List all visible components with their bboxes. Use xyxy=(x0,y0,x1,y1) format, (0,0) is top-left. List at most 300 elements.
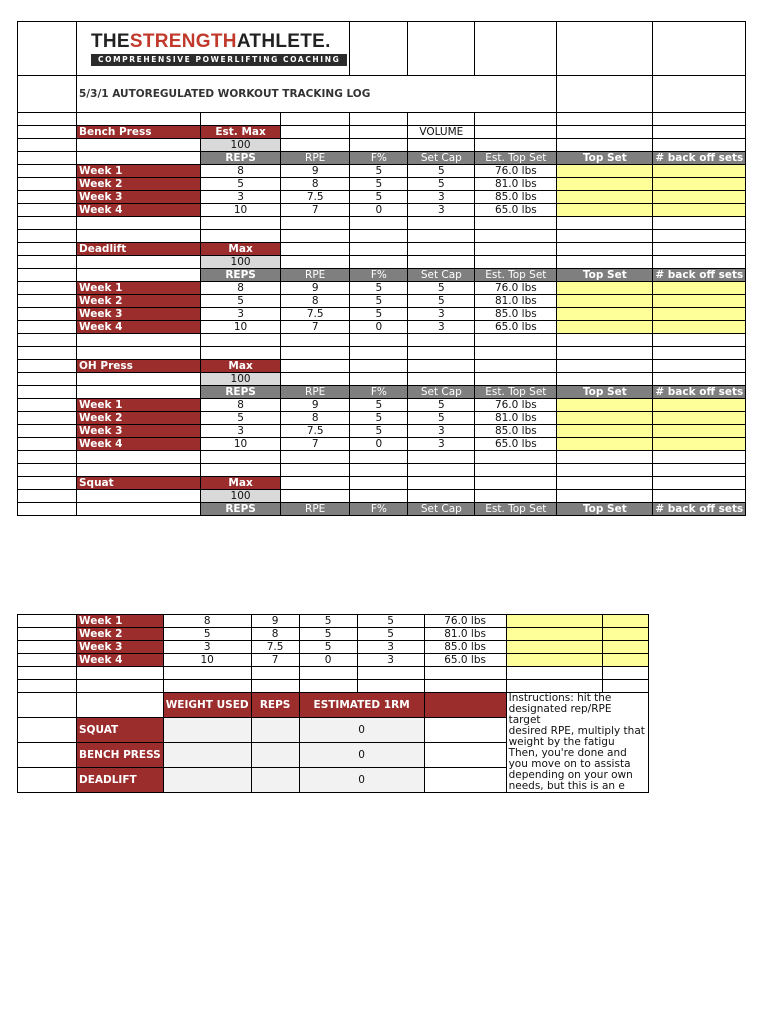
sheet-cell[interactable] xyxy=(408,230,475,243)
sheet-cell[interactable] xyxy=(475,334,557,347)
sheet-cell[interactable] xyxy=(475,477,557,490)
fpct-cell: 5 xyxy=(350,295,408,308)
sheet-cell[interactable] xyxy=(281,256,350,269)
top-set-input[interactable] xyxy=(506,641,602,654)
top-set-input[interactable] xyxy=(557,178,653,191)
sheet-cell[interactable] xyxy=(350,334,408,347)
sheet-cell[interactable] xyxy=(18,503,77,516)
sheet-cell[interactable] xyxy=(557,373,653,386)
sheet-cell[interactable] xyxy=(201,464,281,477)
sheet-cell[interactable] xyxy=(357,667,424,680)
sheet-cell[interactable] xyxy=(18,230,77,243)
sheet-cell[interactable] xyxy=(408,477,475,490)
sheet-cell[interactable] xyxy=(557,126,653,139)
back-off-input[interactable] xyxy=(653,295,746,308)
sheet-cell[interactable] xyxy=(350,230,408,243)
sheet-cell[interactable] xyxy=(299,667,357,680)
sheet-cell[interactable] xyxy=(281,243,350,256)
sheet-cell[interactable] xyxy=(18,743,77,768)
sheet-cell[interactable] xyxy=(557,451,653,464)
header-fpct: F% xyxy=(350,503,408,516)
sheet-cell[interactable] xyxy=(18,438,77,451)
sheet-cell[interactable] xyxy=(557,113,653,126)
sheet-cell[interactable] xyxy=(18,386,77,399)
header-rpe: RPE xyxy=(281,152,350,165)
max-input-squat[interactable]: 100 xyxy=(201,490,281,503)
week-label: Week 2 xyxy=(77,412,201,425)
cell[interactable] xyxy=(18,22,77,76)
sheet-cell[interactable] xyxy=(18,373,77,386)
header-top-set: Top Set xyxy=(557,386,653,399)
sheet-cell[interactable] xyxy=(475,256,557,269)
top-set-input[interactable] xyxy=(506,628,602,641)
sheet-cell[interactable] xyxy=(506,680,602,693)
rpe-cell: 7 xyxy=(281,321,350,334)
set-cap-cell: 3 xyxy=(357,641,424,654)
sheet-cell[interactable] xyxy=(251,667,299,680)
sheet-cell[interactable] xyxy=(281,464,350,477)
reps-cell: 3 xyxy=(201,191,281,204)
sheet-cell[interactable] xyxy=(653,334,746,347)
reps-cell: 3 xyxy=(201,308,281,321)
sheet-cell[interactable] xyxy=(350,347,408,360)
sheet-cell[interactable] xyxy=(18,269,77,282)
sheet-cell[interactable] xyxy=(557,347,653,360)
sheet-cell[interactable] xyxy=(18,464,77,477)
sheet-cell[interactable] xyxy=(408,490,475,503)
reps-cell: 8 xyxy=(201,282,281,295)
back-off-input[interactable] xyxy=(653,282,746,295)
sheet-cell[interactable] xyxy=(77,503,201,516)
sheet-cell[interactable] xyxy=(653,477,746,490)
set-cap-cell: 5 xyxy=(408,282,475,295)
fpct-cell: 5 xyxy=(350,412,408,425)
sheet-cell[interactable] xyxy=(77,334,201,347)
summary-header-spacer xyxy=(424,693,506,718)
sheet-cell[interactable] xyxy=(653,464,746,477)
sheet-cell[interactable] xyxy=(557,243,653,256)
set-cap-cell: 3 xyxy=(408,308,475,321)
top-set-input[interactable] xyxy=(557,204,653,217)
summary-row-squat: SQUAT xyxy=(77,718,164,743)
sheet-cell[interactable] xyxy=(201,334,281,347)
sheet-cell[interactable] xyxy=(475,490,557,503)
sheet-cell[interactable] xyxy=(18,191,77,204)
sheet-cell[interactable] xyxy=(18,308,77,321)
sheet-cell[interactable] xyxy=(18,321,77,334)
sheet-cell[interactable] xyxy=(653,230,746,243)
back-off-input[interactable] xyxy=(653,321,746,334)
sheet-cell[interactable] xyxy=(18,654,77,667)
sheet-cell[interactable] xyxy=(18,451,77,464)
sheet-cell[interactable] xyxy=(653,113,746,126)
sheet-cell[interactable] xyxy=(77,256,201,269)
header-reps: REPS xyxy=(201,269,281,282)
back-off-input[interactable] xyxy=(653,425,746,438)
sheet-cell[interactable] xyxy=(77,693,164,718)
sheet-cell[interactable] xyxy=(475,347,557,360)
sheet-cell[interactable] xyxy=(18,217,77,230)
sheet-cell[interactable] xyxy=(408,373,475,386)
max-input-deadlift[interactable]: 100 xyxy=(201,256,281,269)
set-cap-cell: 3 xyxy=(408,191,475,204)
week-label: Week 4 xyxy=(77,204,201,217)
sheet-cell[interactable] xyxy=(77,230,201,243)
sheet-cell[interactable] xyxy=(350,490,408,503)
sheet-cell[interactable] xyxy=(18,477,77,490)
top-set-input[interactable] xyxy=(557,412,653,425)
max-input-oh-press[interactable]: 100 xyxy=(201,373,281,386)
sheet-cell[interactable] xyxy=(18,615,77,628)
sheet-cell[interactable] xyxy=(18,667,77,680)
max-label-bench: Est. Max xyxy=(201,126,281,139)
sheet-cell[interactable] xyxy=(602,667,648,680)
top-set-input[interactable] xyxy=(557,165,653,178)
cell[interactable] xyxy=(350,22,408,76)
sheet-cell[interactable] xyxy=(408,360,475,373)
header-back-off: # back off sets xyxy=(653,386,746,399)
fpct-cell: 5 xyxy=(350,178,408,191)
sheet-cell[interactable] xyxy=(163,667,251,680)
sheet-cell[interactable] xyxy=(77,139,201,152)
sheet-cell[interactable] xyxy=(653,347,746,360)
sheet-cell[interactable] xyxy=(251,680,299,693)
sheet-cell[interactable] xyxy=(281,360,350,373)
sheet-cell[interactable] xyxy=(475,126,557,139)
cell[interactable] xyxy=(557,76,653,113)
weight-used-input[interactable] xyxy=(163,768,251,793)
sheet-cell[interactable] xyxy=(77,451,201,464)
cell[interactable] xyxy=(653,22,746,76)
back-off-input[interactable] xyxy=(602,615,648,628)
sheet-cell[interactable] xyxy=(602,680,648,693)
sheet-cell[interactable] xyxy=(408,217,475,230)
sheet-cell[interactable] xyxy=(18,347,77,360)
reps-cell: 8 xyxy=(163,615,251,628)
reps-cell: 5 xyxy=(201,412,281,425)
sheet-cell[interactable] xyxy=(475,360,557,373)
week-label: Week 4 xyxy=(77,438,201,451)
cell[interactable] xyxy=(18,126,77,139)
cell[interactable] xyxy=(653,76,746,113)
sheet-cell[interactable] xyxy=(475,451,557,464)
top-set-input[interactable] xyxy=(557,191,653,204)
fpct-cell: 5 xyxy=(350,282,408,295)
header-rpe: RPE xyxy=(281,269,350,282)
sheet-cell[interactable] xyxy=(557,360,653,373)
sheet-cell[interactable] xyxy=(18,113,77,126)
sheet-cell[interactable] xyxy=(424,768,506,793)
sheet-cell[interactable] xyxy=(475,230,557,243)
sheet-cell[interactable] xyxy=(201,451,281,464)
fpct-cell: 0 xyxy=(350,438,408,451)
sheet-cell[interactable] xyxy=(18,768,77,793)
lift-name-oh-press: OH Press xyxy=(77,360,201,373)
reps-cell: 3 xyxy=(201,425,281,438)
sheet-cell[interactable] xyxy=(424,743,506,768)
reps-input[interactable] xyxy=(251,768,299,793)
sheet-cell[interactable] xyxy=(408,347,475,360)
instructions-text: Instructions: hit the designated rep/RPE target desired RPE, multiply that weight by the fatigu Then, you're done and you move on to assista depending on your own needs, but this is an e xyxy=(506,693,648,793)
rpe-cell: 7.5 xyxy=(251,641,299,654)
sheet-cell[interactable] xyxy=(18,693,77,718)
sheet-cell[interactable] xyxy=(18,295,77,308)
sheet-cell[interactable] xyxy=(18,641,77,654)
set-cap-cell: 5 xyxy=(408,412,475,425)
sheet-cell[interactable] xyxy=(557,490,653,503)
week-label: Week 2 xyxy=(77,628,164,641)
sheet-cell[interactable] xyxy=(77,269,201,282)
header-rpe: RPE xyxy=(281,503,350,516)
sheet-cell[interactable] xyxy=(475,464,557,477)
top-set-input[interactable] xyxy=(506,654,602,667)
set-cap-cell: 5 xyxy=(357,628,424,641)
sheet-cell[interactable] xyxy=(281,230,350,243)
sheet-cell[interactable] xyxy=(408,113,475,126)
sheet-cell[interactable] xyxy=(281,126,350,139)
sheet-cell[interactable] xyxy=(350,477,408,490)
sheet-cell[interactable] xyxy=(18,243,77,256)
week-label: Week 3 xyxy=(77,191,201,204)
sheet-cell[interactable] xyxy=(557,477,653,490)
sheet-cell[interactable] xyxy=(350,256,408,269)
sheet-cell[interactable] xyxy=(18,334,77,347)
est-top-cell: 81.0 lbs xyxy=(475,295,557,308)
week-label: Week 3 xyxy=(77,641,164,654)
sheet-cell[interactable] xyxy=(653,217,746,230)
sheet-cell[interactable] xyxy=(281,347,350,360)
rpe-cell: 7.5 xyxy=(281,308,350,321)
top-set-input[interactable] xyxy=(557,295,653,308)
back-off-input[interactable] xyxy=(653,308,746,321)
max-label-squat: Max xyxy=(201,477,281,490)
reps-input[interactable] xyxy=(251,743,299,768)
reps-cell: 3 xyxy=(163,641,251,654)
sheet-cell[interactable] xyxy=(424,667,506,680)
sheet-cell[interactable] xyxy=(653,139,746,152)
sheet-cell[interactable] xyxy=(77,386,201,399)
set-cap-cell: 3 xyxy=(357,654,424,667)
sheet-cell[interactable] xyxy=(18,360,77,373)
cell[interactable] xyxy=(557,22,653,76)
sheet-cell[interactable] xyxy=(557,217,653,230)
sheet-cell[interactable] xyxy=(475,217,557,230)
back-off-input[interactable] xyxy=(602,628,648,641)
sheet-cell[interactable] xyxy=(475,373,557,386)
header-fpct: F% xyxy=(350,386,408,399)
back-off-input[interactable] xyxy=(653,438,746,451)
sheet-cell[interactable] xyxy=(77,113,201,126)
sheet-cell[interactable] xyxy=(18,256,77,269)
sheet-cell[interactable] xyxy=(281,373,350,386)
sheet-cell[interactable] xyxy=(557,256,653,269)
sheet-cell[interactable] xyxy=(475,243,557,256)
top-set-input[interactable] xyxy=(557,399,653,412)
sheet-cell[interactable] xyxy=(201,113,281,126)
sheet-cell[interactable] xyxy=(350,126,408,139)
sheet-cell[interactable] xyxy=(350,464,408,477)
sheet-cell[interactable] xyxy=(281,477,350,490)
sheet-cell[interactable] xyxy=(557,464,653,477)
sheet-cell[interactable] xyxy=(557,139,653,152)
sheet-cell[interactable] xyxy=(201,217,281,230)
sheet-cell[interactable] xyxy=(201,230,281,243)
sheet-cell[interactable] xyxy=(653,373,746,386)
sheet-cell[interactable] xyxy=(18,139,77,152)
cell[interactable] xyxy=(18,76,77,113)
header-fpct: F% xyxy=(350,152,408,165)
sheet-cell[interactable] xyxy=(408,451,475,464)
header-est-top: Est. Top Set xyxy=(475,152,557,165)
header-fpct: F% xyxy=(350,269,408,282)
top-set-input[interactable] xyxy=(557,282,653,295)
sheet-cell[interactable] xyxy=(350,451,408,464)
sheet-cell[interactable] xyxy=(281,334,350,347)
top-set-input[interactable] xyxy=(557,308,653,321)
rpe-cell: 8 xyxy=(281,178,350,191)
header-set-cap: Set Cap xyxy=(408,386,475,399)
est-top-cell: 85.0 lbs xyxy=(475,308,557,321)
sheet-cell[interactable] xyxy=(299,680,357,693)
max-input-bench[interactable]: 100 xyxy=(201,139,281,152)
header-top-set: Top Set xyxy=(557,152,653,165)
est-1rm-value: 0 xyxy=(299,768,424,793)
back-off-input[interactable] xyxy=(602,654,648,667)
reps-cell: 10 xyxy=(201,321,281,334)
back-off-input[interactable] xyxy=(653,191,746,204)
weight-used-input[interactable] xyxy=(163,718,251,743)
sheet-cell[interactable] xyxy=(424,718,506,743)
est-top-cell: 81.0 lbs xyxy=(475,178,557,191)
cell[interactable] xyxy=(408,22,475,76)
sheet-cell[interactable] xyxy=(201,347,281,360)
top-set-input[interactable] xyxy=(557,321,653,334)
sheet-cell[interactable] xyxy=(408,334,475,347)
sheet-cell[interactable] xyxy=(77,373,201,386)
reps-input[interactable] xyxy=(251,718,299,743)
sheet-cell[interactable] xyxy=(18,718,77,743)
sheet-cell[interactable] xyxy=(18,425,77,438)
sheet-cell[interactable] xyxy=(77,347,201,360)
sheet-cell[interactable] xyxy=(281,113,350,126)
sheet-cell[interactable] xyxy=(281,217,350,230)
sheet-cell[interactable] xyxy=(475,113,557,126)
week-label: Week 2 xyxy=(77,178,201,191)
header-top-set: Top Set xyxy=(557,269,653,282)
week-label: Week 1 xyxy=(77,165,201,178)
cell[interactable] xyxy=(475,22,557,76)
reps-cell: 10 xyxy=(163,654,251,667)
sheet-cell[interactable] xyxy=(281,139,350,152)
sheet-cell[interactable] xyxy=(18,680,77,693)
sheet-cell[interactable] xyxy=(653,490,746,503)
fpct-cell: 5 xyxy=(350,191,408,204)
top-set-input[interactable] xyxy=(557,438,653,451)
top-set-input[interactable] xyxy=(557,425,653,438)
est-top-cell: 85.0 lbs xyxy=(475,425,557,438)
sheet-cell[interactable] xyxy=(350,139,408,152)
sheet-cell[interactable] xyxy=(77,464,201,477)
back-off-input[interactable] xyxy=(653,204,746,217)
sheet-cell[interactable] xyxy=(18,412,77,425)
sheet-cell[interactable] xyxy=(475,139,557,152)
sheet-cell[interactable] xyxy=(77,680,164,693)
sheet-cell[interactable] xyxy=(18,399,77,412)
sheet-cell[interactable] xyxy=(653,243,746,256)
sheet-cell[interactable] xyxy=(357,680,424,693)
fpct-cell: 5 xyxy=(299,641,357,654)
sheet-cell[interactable] xyxy=(506,667,602,680)
sheet-cell[interactable] xyxy=(557,334,653,347)
header-est-top: Est. Top Set xyxy=(475,269,557,282)
sheet-cell[interactable] xyxy=(653,256,746,269)
sheet-cell[interactable] xyxy=(18,152,77,165)
header-back-off: # back off sets xyxy=(653,269,746,282)
sheet-cell[interactable] xyxy=(653,126,746,139)
est-top-cell: 65.0 lbs xyxy=(475,438,557,451)
rpe-cell: 7 xyxy=(281,438,350,451)
back-off-input[interactable] xyxy=(653,165,746,178)
sheet-cell[interactable] xyxy=(281,451,350,464)
est-top-cell: 85.0 lbs xyxy=(424,641,506,654)
sheet-cell[interactable] xyxy=(77,667,164,680)
sheet-cell[interactable] xyxy=(18,490,77,503)
sheet-cell[interactable] xyxy=(18,178,77,191)
sheet-cell[interactable] xyxy=(18,165,77,178)
sheet-cell[interactable] xyxy=(653,360,746,373)
sheet-cell[interactable] xyxy=(18,628,77,641)
sheet-cell[interactable] xyxy=(18,204,77,217)
max-label-deadlift: Max xyxy=(201,243,281,256)
sheet-cell[interactable] xyxy=(77,490,201,503)
back-off-input[interactable] xyxy=(653,178,746,191)
header-set-cap: Set Cap xyxy=(408,269,475,282)
sheet-cell[interactable] xyxy=(350,217,408,230)
reps-cell: 5 xyxy=(201,295,281,308)
sheet-cell[interactable] xyxy=(653,451,746,464)
page-title: 5/3/1 AUTOREGULATED WORKOUT TRACKING LOG xyxy=(77,76,557,113)
est-top-cell: 65.0 lbs xyxy=(424,654,506,667)
sheet-cell[interactable] xyxy=(163,680,251,693)
sheet-cell[interactable] xyxy=(350,113,408,126)
back-off-input[interactable] xyxy=(653,412,746,425)
sheet-cell[interactable] xyxy=(350,243,408,256)
sheet-cell[interactable] xyxy=(408,139,475,152)
sheet-cell[interactable] xyxy=(557,230,653,243)
sheet-cell[interactable] xyxy=(281,490,350,503)
sheet-cell[interactable] xyxy=(350,360,408,373)
sheet-cell[interactable] xyxy=(424,680,506,693)
weight-used-input[interactable] xyxy=(163,743,251,768)
back-off-input[interactable] xyxy=(602,641,648,654)
sheet-cell[interactable] xyxy=(77,152,201,165)
header-set-cap: Set Cap xyxy=(408,152,475,165)
header-reps: REPS xyxy=(201,386,281,399)
sheet-cell[interactable] xyxy=(408,256,475,269)
sheet-cell[interactable] xyxy=(408,243,475,256)
back-off-input[interactable] xyxy=(653,399,746,412)
sheet-cell[interactable] xyxy=(408,464,475,477)
sheet-cell[interactable] xyxy=(350,373,408,386)
sheet-cell[interactable] xyxy=(77,217,201,230)
est-top-cell: 85.0 lbs xyxy=(475,191,557,204)
summary-header-reps: REPS xyxy=(251,693,299,718)
top-set-input[interactable] xyxy=(506,615,602,628)
fpct-cell: 5 xyxy=(350,165,408,178)
rpe-cell: 7.5 xyxy=(281,425,350,438)
sheet-cell[interactable] xyxy=(18,282,77,295)
max-label-oh-press: Max xyxy=(201,360,281,373)
